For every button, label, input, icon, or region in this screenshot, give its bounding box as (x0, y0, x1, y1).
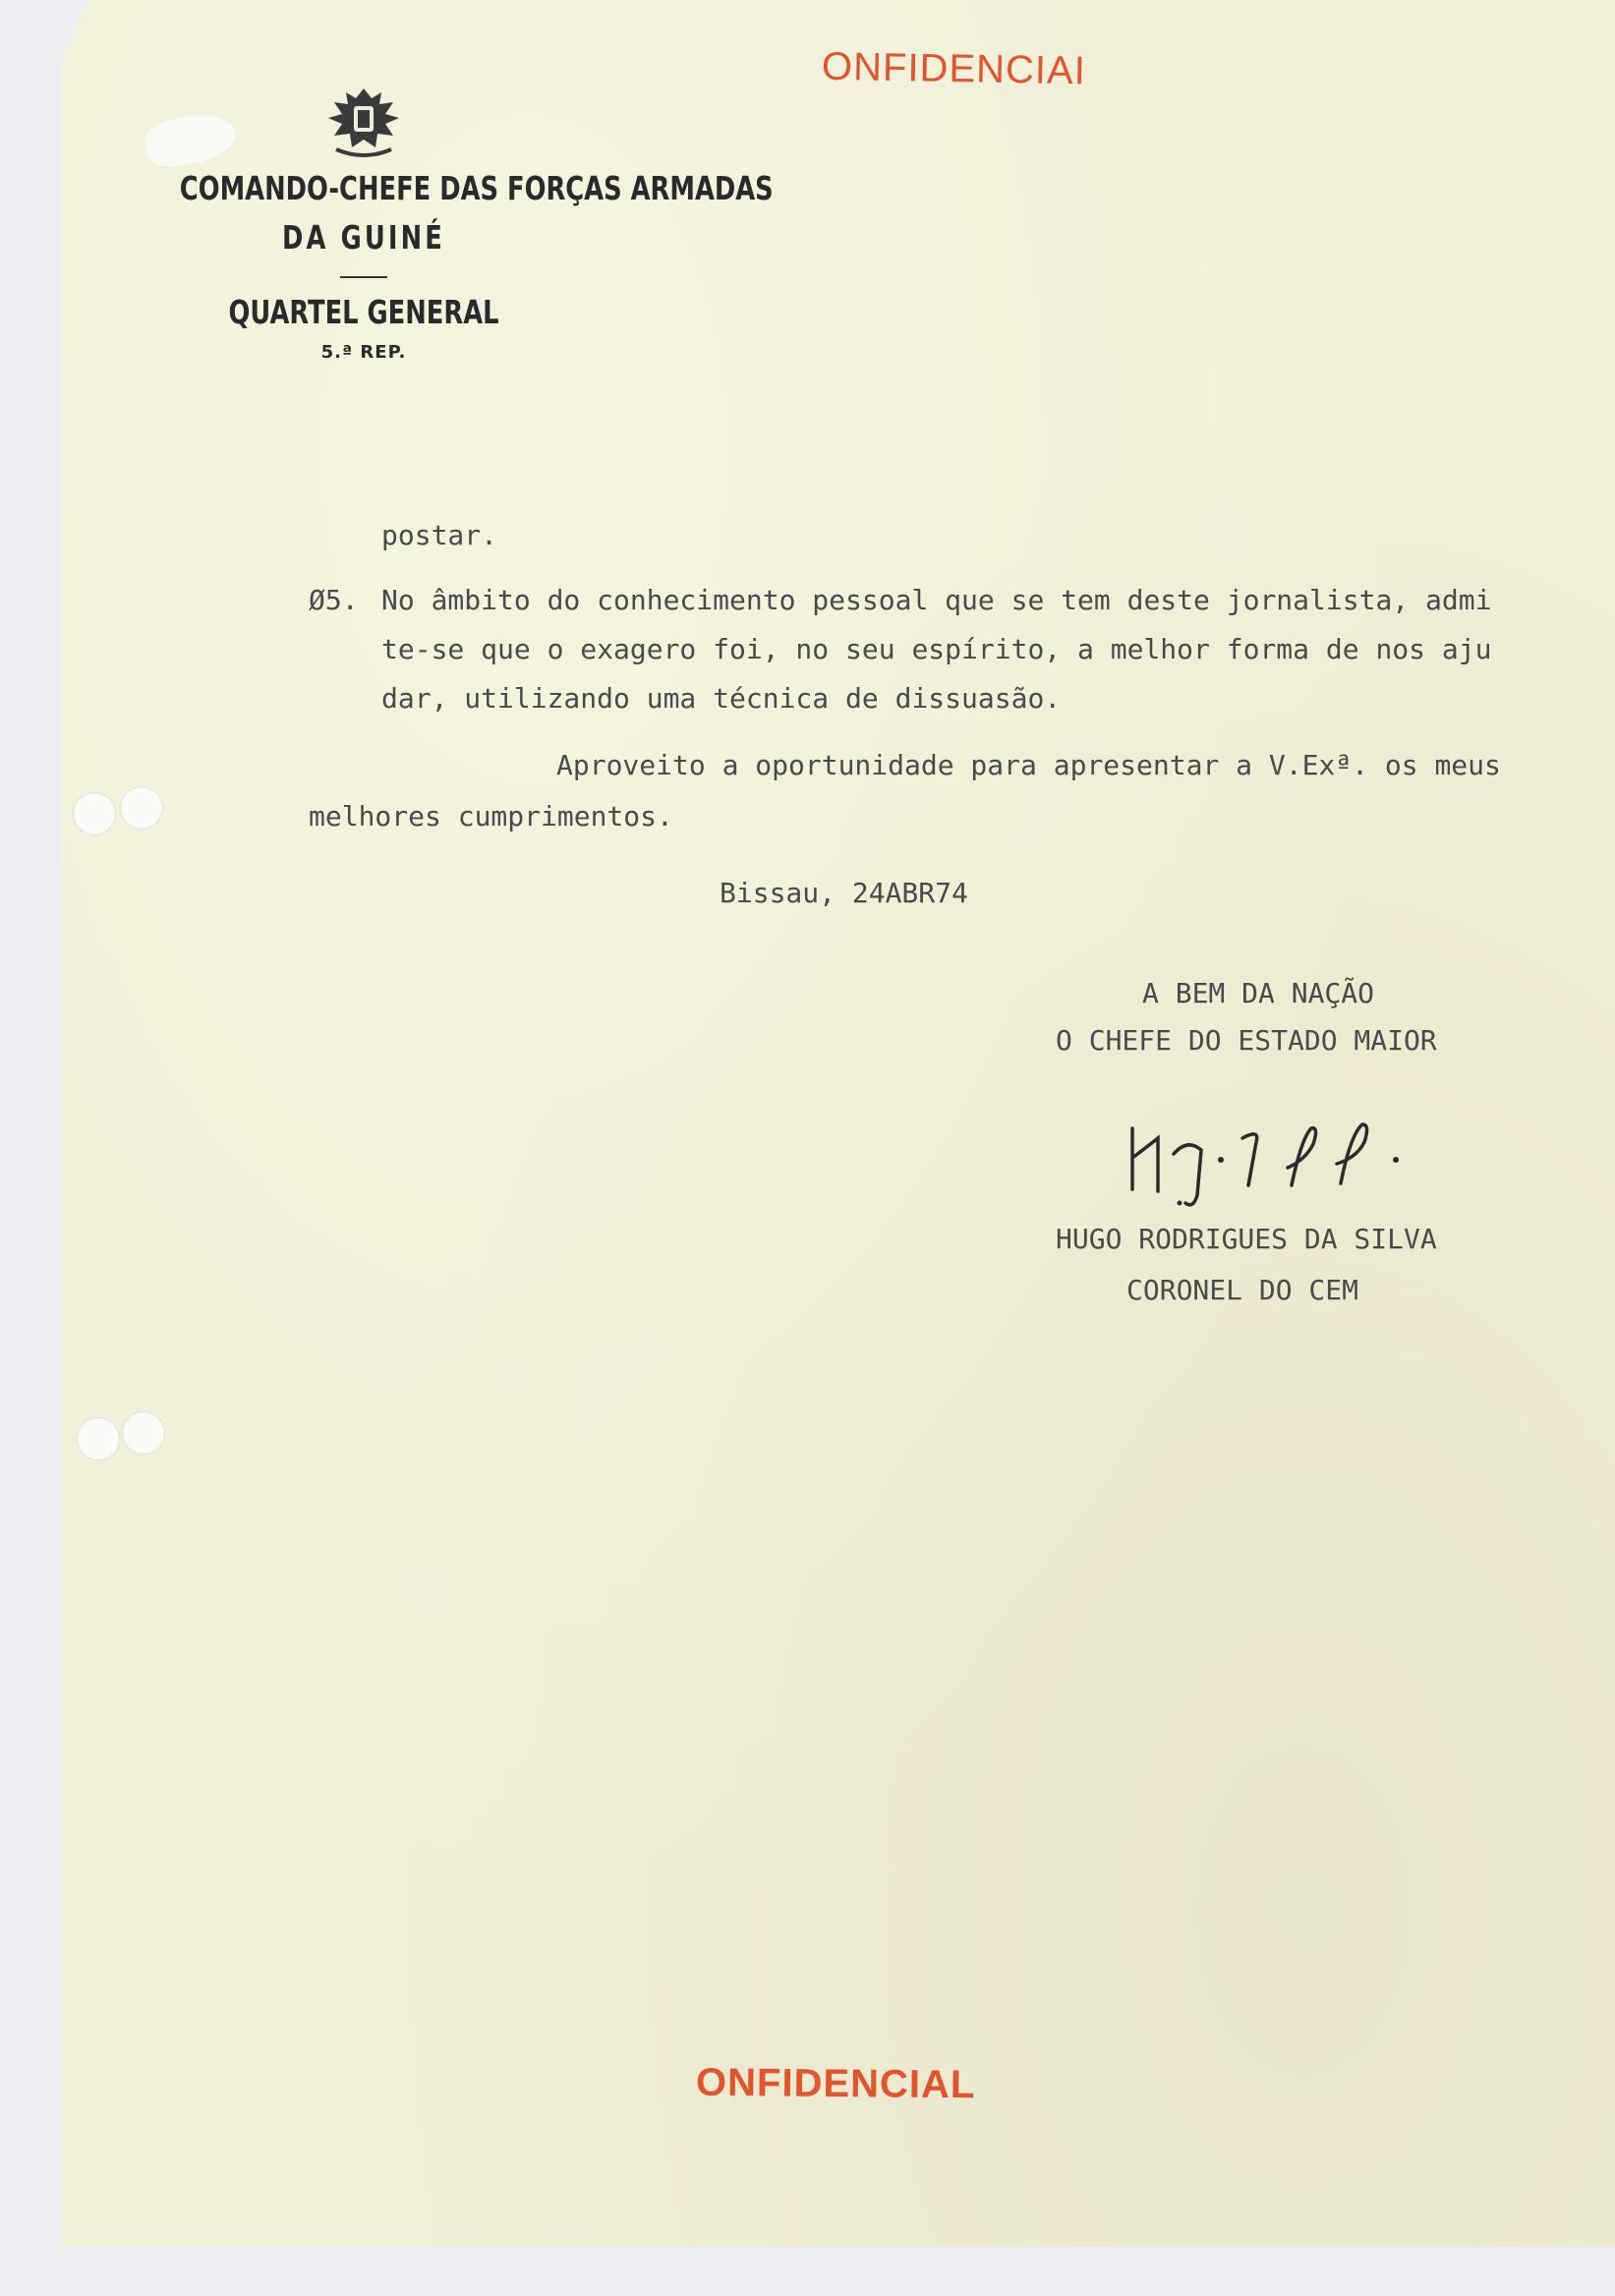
salutation: A BEM DA NAÇÃO (1142, 977, 1375, 1009)
signatory-title: O CHEFE DO ESTADO MAIOR (1056, 1024, 1437, 1057)
confidential-stamp-bottom: ONFIDENCIAL (695, 2060, 976, 2107)
item5-line: dar, utilizando uma técnica de dissuasão. (381, 682, 1062, 715)
punch-hole (73, 792, 116, 835)
signatory-name: HUGO RODRIGUES DA SILVA (1056, 1223, 1437, 1255)
item5-line: te-se que o exagero foi, no seu espírito, a melhor forma de nos aju (381, 633, 1492, 665)
punch-hole (120, 786, 163, 830)
closing-line: melhores cumprimentos. (309, 800, 673, 832)
handwritten-signature (1119, 1099, 1492, 1217)
item-number: Ø5. (309, 584, 359, 616)
confidential-stamp-top: ONFIDENCIAI (821, 44, 1087, 93)
letterhead-section: 5.ª REP. (320, 342, 407, 363)
coat-of-arms-icon (317, 85, 411, 163)
letterhead-divider (340, 276, 387, 278)
letterhead-command: COMANDO-CHEFE DAS FORÇAS ARMADAS (179, 169, 774, 207)
punch-hole (122, 1411, 165, 1455)
signatory-rank: CORONEL DO CEM (1126, 1274, 1359, 1306)
letterhead-region: DA GUINÉ (282, 218, 445, 257)
closing-line: Aproveito a oportunidade para apresentar a V.Exª. os meus (556, 749, 1501, 781)
continuation-text: postar. (381, 519, 498, 551)
punch-hole (77, 1417, 120, 1461)
letterhead-headquarters: QUARTEL GENERAL (228, 293, 499, 331)
place-date: Bissau, 24ABR74 (720, 877, 968, 909)
item5-line: No âmbito do conhecimento pessoal que se tem deste jornalista, admi (381, 584, 1492, 616)
